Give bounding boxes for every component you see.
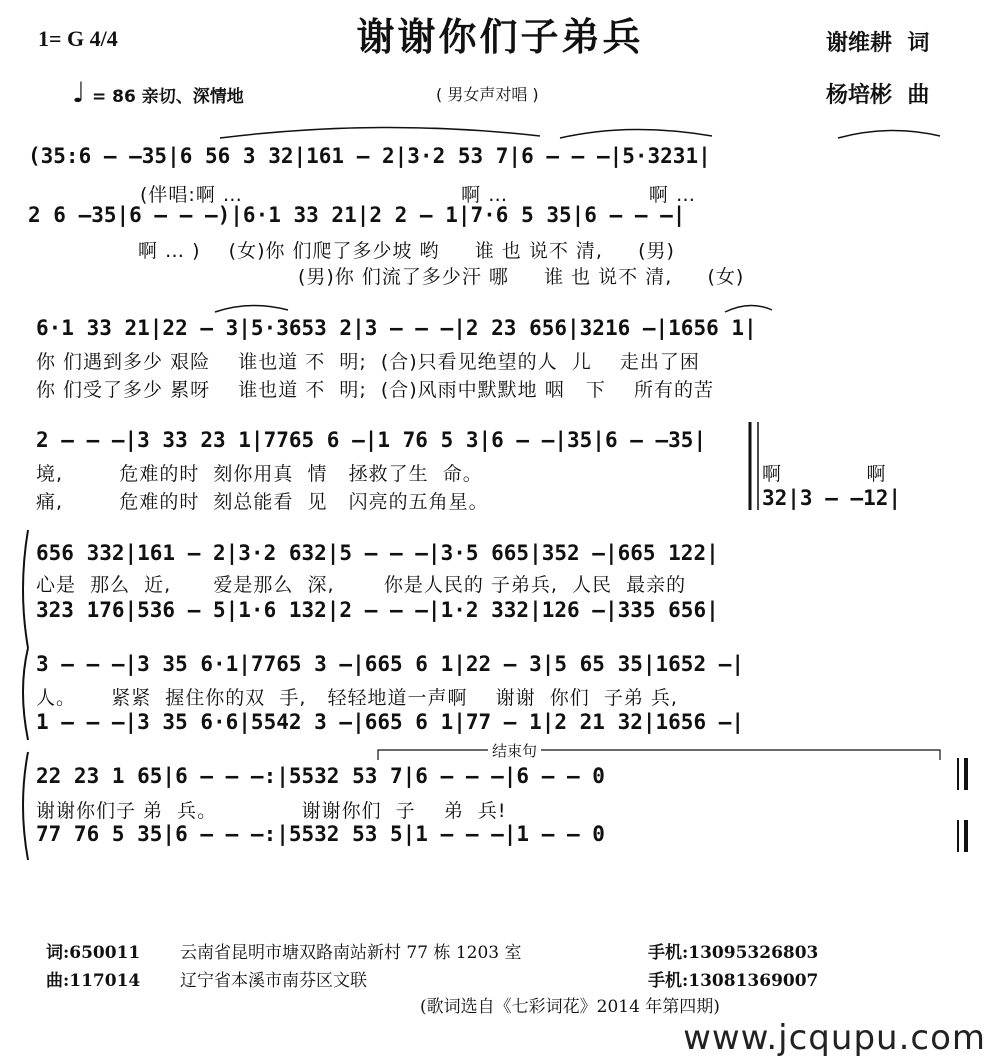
tempo-marking: = 86 亲切、深情地 — [92, 87, 244, 107]
performance-note: ( 男女声对唱 ) — [436, 85, 539, 104]
notation-line-6: 3 — — —|3 35 6·1|7765 3 —|665 6 1|22 — 3|5 65 35|1652 —| — [36, 652, 745, 676]
lyric-line-2b: (男)你 们流了多少汗 哪 谁 也 说不 清, (女) — [298, 266, 745, 288]
notation-line-5-low: 323 176|536 — 5|1·6 132|2 — — —|1·2 332|126 —|335 656| — [36, 598, 719, 622]
notation-line-5: 656 332|161 — 2|3·2 632|5 — — —|3·5 665|352 —|665 122| — [36, 541, 719, 565]
lyric-line-4-right: 啊 啊 — [762, 463, 887, 485]
watermark: www.jcqupu.com — [683, 1018, 986, 1058]
notation-line-4-low: 32|3 — —12| — [762, 486, 902, 510]
lyric-line-3a: 你 们遇到多少 艰险 谁也道 不 明; (合)只看见绝望的人 儿 走出了困 — [36, 351, 700, 373]
page-title: 谢谢你们子弟兵 — [356, 15, 644, 59]
notation-line-2: 2 6 —35|6 — — —)|6·1 33 21|2 2 — 1|7·6 5 35|6 — — —| — [28, 203, 686, 227]
notation-line-7: 22 23 1 65|6 — — —:|5532 53 7|6 — — —|6 — — 0 — [36, 764, 605, 788]
footer-composer-phone: 手机:13081369007 — [648, 971, 819, 991]
lyricist-credit: 谢维耕 词 — [826, 31, 930, 56]
lyric-line-4a: 境, 危难的时 刻你用真 情 拯救了生 命。 — [36, 463, 483, 485]
lyric-line-4b: 痛, 危难的时 刻总能看 见 闪亮的五角星。 — [36, 491, 489, 513]
footer-lyricist-postcode: 词:650011 — [46, 943, 141, 963]
composer-credit: 杨培彬 曲 — [826, 83, 930, 108]
lyric-line-5: 心是 那么 近, 爱是那么 深, 你是人民的 子弟兵, 人民 最亲的 — [36, 574, 687, 596]
notation-line-7-low: 77 76 5 35|6 — — —:|5532 53 5|1 — — —|1 — — 0 — [36, 822, 605, 846]
notation-line-1: (35:6 — —35|6 56 3 32|161 — 2|3·2 53 7|6 — — —|5·3231| — [28, 144, 711, 168]
key-signature: 1= G 4/4 — [38, 26, 118, 51]
footer-composer-postcode: 曲:117014 — [46, 971, 141, 991]
lyric-line-1: (伴唱:啊 … 啊 … 啊 … — [140, 184, 696, 206]
notation-line-6-low: 1 — — —|3 35 6·6|5542 3 —|665 6 1|77 — 1|2 21 32|1656 —| — [36, 710, 745, 734]
ending-label: 结束句 — [488, 740, 541, 761]
lyric-line-2a: 啊 … ) (女)你 们爬了多少坡 哟 谁 也 说不 清, (男) — [138, 240, 675, 262]
footer-source: (歌词选自《七彩词花》2014 年第四期) — [420, 997, 720, 1017]
footer-composer-address: 辽宁省本溪市南芬区文联 — [180, 971, 367, 991]
notation-line-3: 6·1 33 21|22 — 3|5·3653 2|3 — — —|2 23 656|3216 —|1656 1| — [36, 316, 757, 340]
lyric-line-3b: 你 们受了多少 累呀 谁也道 不 明; (合)风雨中默默地 咽 下 所有的苦 — [36, 379, 714, 401]
lyric-line-7: 谢谢你们子 弟 兵。 谢谢你们 子 弟 兵! — [36, 800, 507, 822]
notation-line-4: 2 — — —|3 33 23 1|7765 6 —|1 76 5 3|6 — —|35|6 — —35| — [36, 428, 707, 452]
lyric-line-6: 人。 紧紧 握住你的双 手, 轻轻地道一声啊 谢谢 你们 子弟 兵, — [36, 687, 678, 709]
quarter-note-icon: ♩ — [72, 76, 86, 109]
footer-lyricist-phone: 手机:13095326803 — [648, 943, 819, 963]
footer-lyricist-address: 云南省昆明市塘双路南站新村 77 栋 1203 室 — [180, 943, 522, 963]
